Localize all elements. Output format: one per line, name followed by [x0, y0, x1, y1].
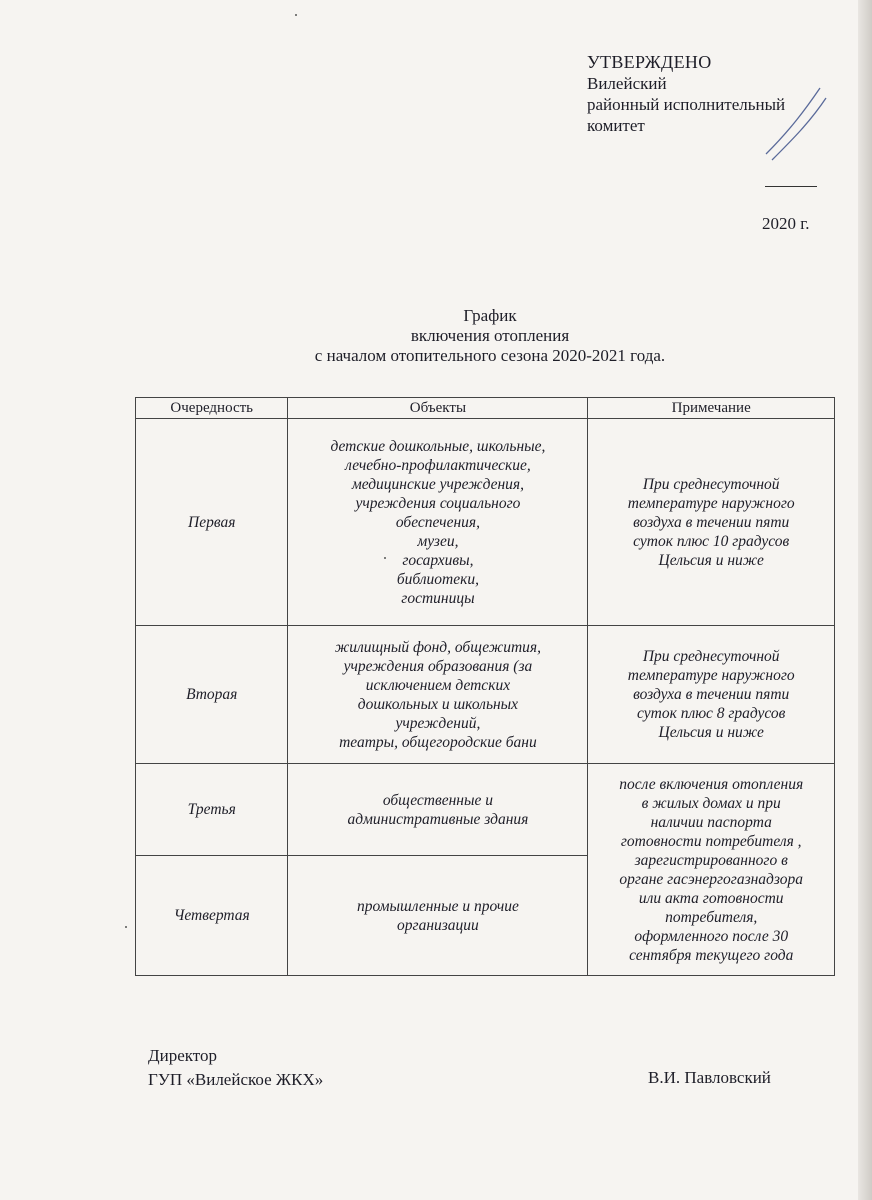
table-header-row	[136, 398, 835, 419]
note-line: При среднесуточной	[642, 475, 780, 493]
note-line: потребителя,	[665, 908, 758, 926]
row-order: Первая	[136, 419, 288, 626]
approval-label: УТВЕРЖДЕНО	[587, 52, 712, 72]
table-row	[136, 764, 835, 856]
note-line: воздуха в течении пяти	[633, 513, 790, 531]
row-order: Вторая	[136, 626, 288, 764]
note-line: сентября текущего года	[629, 946, 794, 964]
note-line: готовности потребителя ,	[620, 832, 802, 850]
object-line: промышленные и прочие	[356, 897, 519, 915]
approval-date: 2020 г.	[762, 214, 810, 233]
heading-line-2: включения отопления	[410, 326, 570, 345]
row-order: Четвертая	[136, 856, 288, 976]
page-edge	[858, 0, 872, 1200]
row-note	[588, 626, 835, 764]
object-line: медицинские учреждения,	[351, 475, 524, 493]
object-line: общественные и	[382, 791, 493, 809]
note-line: зарегистрированного в	[634, 851, 788, 869]
note-line: температуре наружного	[627, 494, 795, 512]
heating-schedule-table	[135, 397, 835, 976]
row-objects	[288, 419, 588, 626]
object-line: гостиницы	[401, 589, 475, 607]
header-order: Очередность	[136, 398, 288, 419]
table-row	[136, 419, 835, 626]
object-line: госархивы,	[402, 551, 474, 569]
scan-speck	[125, 926, 127, 928]
signature-line	[765, 186, 817, 187]
note-line: Цельсия и ниже	[658, 551, 764, 569]
note-line: воздуха в течении пяти	[633, 686, 790, 703]
row-objects	[288, 856, 588, 976]
note-line: органе гасэнергогазнадзора	[619, 870, 803, 888]
note-line: суток плюс 10 градусов	[633, 532, 790, 550]
object-line: учреждения социального	[355, 494, 521, 512]
object-line: обеспечения,	[395, 513, 480, 531]
shared-note	[588, 764, 835, 976]
approval-line-3: комитет	[587, 116, 645, 135]
object-line: дошкольных и школьных	[357, 695, 519, 713]
note-line: наличии паспорта	[650, 813, 772, 831]
note-line: или акта готовности	[638, 889, 784, 907]
table-row	[136, 626, 835, 764]
approval-line-2: районный исполнительный	[587, 95, 786, 114]
object-line: музеи,	[417, 532, 459, 550]
note-line: Цельсия и ниже	[658, 724, 764, 741]
signatory-block	[148, 1044, 323, 1092]
row-objects	[288, 764, 588, 856]
heading-line-3: с началом отопительного сезона 2020-2021 года.	[314, 346, 666, 365]
scan-speck	[295, 14, 297, 16]
note-line: после включения отопления	[619, 775, 804, 793]
object-line: детские дошкольные, школьные,	[330, 437, 546, 455]
signatory-position: Директор	[148, 1046, 217, 1065]
scan-speck	[384, 557, 386, 559]
heading-line-1: График	[463, 306, 517, 325]
object-line: жилищный фонд, общежития,	[334, 638, 541, 656]
signature-mark	[750, 80, 830, 170]
note-line: оформленного после 30	[634, 927, 789, 945]
object-line: учреждений,	[395, 714, 481, 732]
object-line: административные здания	[347, 810, 529, 828]
object-line: организации	[397, 916, 479, 934]
object-line: библиотеки,	[396, 570, 479, 588]
row-order: Третья	[136, 764, 288, 856]
note-line: температуре наружного	[627, 667, 795, 684]
object-line: театры, общегородские бани	[339, 733, 537, 751]
object-line: учреждения образования (за	[343, 657, 533, 675]
signatory-organization: ГУП «Вилейское ЖКХ»	[148, 1070, 324, 1089]
header-objects: Объекты	[288, 398, 588, 419]
row-objects	[288, 626, 588, 764]
note-line: в жилых домах и при	[641, 794, 781, 812]
signatory-name: В.И. Павловский	[648, 1068, 771, 1087]
approval-line-1: Вилейский	[587, 74, 667, 93]
document-heading	[190, 306, 790, 366]
row-note	[588, 419, 835, 626]
note-line: суток плюс 8 градусов	[637, 705, 786, 722]
object-line: лечебно-профилактические,	[345, 456, 531, 474]
note-line: При среднесуточной	[642, 648, 780, 665]
object-line: исключением детских	[365, 676, 511, 694]
header-note: Примечание	[588, 398, 835, 419]
